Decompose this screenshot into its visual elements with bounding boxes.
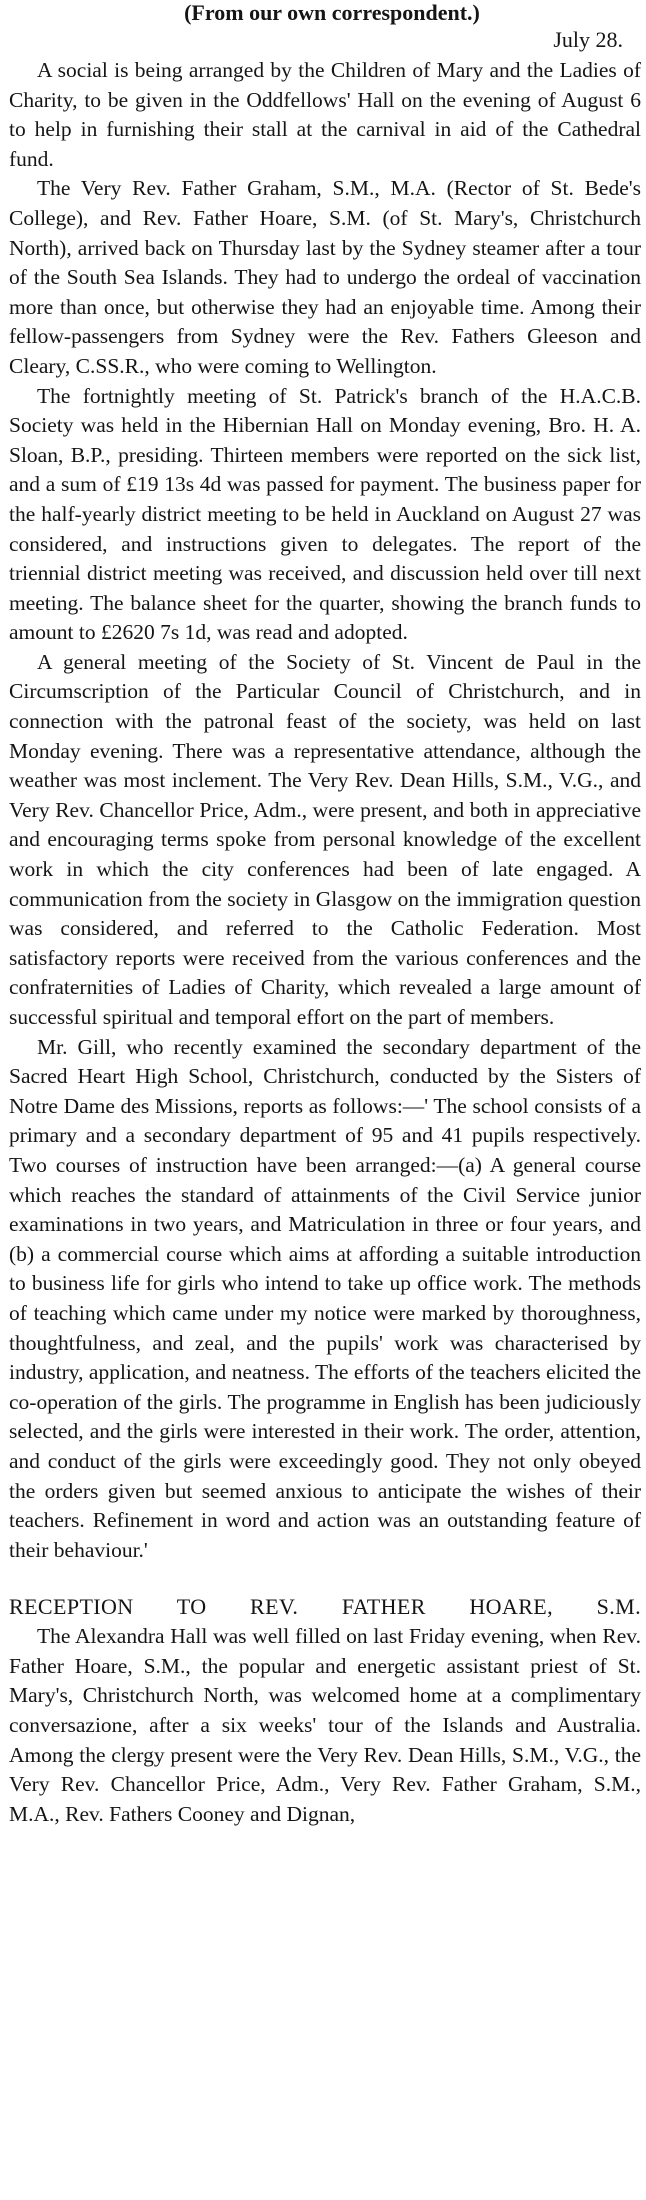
- paragraph-school-report: Mr. Gill, who recently examined the secondary department of the Sacred Heart High School, Christchurch, conducted by the Sisters of Notre Dame des Missions, reports as follows:—' The school consists of a primary and a secondary department of 95 and 41 pupils respectively. Two courses of instruction have been arranged:—(a) A general course which reaches the standard of attainments of the Civil Service junior examinations in two years, and Matriculation in three or four years, and (b) a commercial course which aims at affording a suitable introduction to business life for girls who intend to take up office work. The methods of teaching which came under my notice were marked by thoroughness, thoughtfulness, and zeal, and the pupils' work was characterised by industry, application, and neatness. The efforts of the teachers elicited the co-operation of the girls. The programme in English has been judiciously selected, and the girls were interested in their work. The order, attention, and conduct of the girls were exceedingly good. They not only obeyed the orders given but seemed anxious to anticipate the wishes of their teachers. Refinement in word and action was an outstanding feature of their behaviour.': [9, 1034, 641, 1562]
- paragraph-fathers-return: The Very Rev. Father Graham, S.M., M.A. (Rector of St. Bede's College), and Rev. Father Hoare, S.M. (of St. Mary's, Christchurch North), arrived back on Thursday last by the Sydney steamer after a tour of the South Sea Islands. They had to undergo the ordeal of vaccination more than once, but otherwise they had an enjoyable time. Among their fellow-passengers from Sydney were the Rev. Fathers Gleeson and Cleary, C.SS.R., who were coming to Wellington.: [9, 176, 641, 378]
- paragraph-hacb-meeting: The fortnightly meeting of St. Patrick's branch of the H.A.C.B. Society was held in the Hibernian Hall on Monday evening, Bro. H. A. Sloan, B.P., presiding. Thirteen members were reported on the sick list, and a sum of £19 13s 4d was passed for payment. The business paper for the half-yearly district meeting to be held in Auckland on August 27 was considered, and instructions given to delegates. The report of the triennial district meeting was received, and discussion held over till next meeting. The balance sheet for the quarter, showing the branch funds to amount to £2620 7s 1d, was read and adopted.: [9, 383, 641, 645]
- byline: (From our own correspondent.): [184, 0, 480, 25]
- paragraph-st-vincent-de-paul: A general meeting of the Society of St. Vincent de Paul in the Circumscription of the Particular Council of Christchurch, and in connection with the patronal feast of the society, was held on last Monday evening. There was a representative attendance, although the weather was most inclement. The Very Rev. Dean Hills, S.M., V.G., and Very Rev. Chancellor Price, Adm., were present, and both in appreciative and encouraging terms spoke from personal knowledge of the excellent work in which the city conferences had been of late engaged. A communication from the society in Glasgow on the immigration question was considered, and referred to the Catholic Federation. Most satisfactory reports were received from the various conferences and the confraternities of Ladies of Charity, which revealed a large amount of successful spiritual and temporal effort on the part of members.: [9, 649, 641, 1029]
- paragraph-social: A social is being arranged by the Children of Mary and the Ladies of Charity, to be given in the Oddfellows' Hall on the evening of August 6 to help in furnishing their stall at the carnival in aid of the Cathedral fund.: [9, 58, 641, 171]
- paragraph-reception: The Alexandra Hall was well filled on last Friday evening, when Rev. Father Hoare, S.M., the popular and energetic assistant priest of St. Mary's, Christchurch North, was welcomed home at a complimentary conversazione, after a six weeks' tour of the Islands and Australia. Among the clergy present were the Very Rev. Dean Hills, S.M., V.G., the Very Rev. Chancellor Price, Adm., Very Rev. Father Graham, S.M., M.A., Rev. Fathers Cooney and Dignan,: [9, 1624, 641, 1826]
- dateline: July 28.: [553, 27, 623, 52]
- section-heading: RECEPTION TO REV. FATHER HOARE, S.M.: [9, 1594, 641, 1620]
